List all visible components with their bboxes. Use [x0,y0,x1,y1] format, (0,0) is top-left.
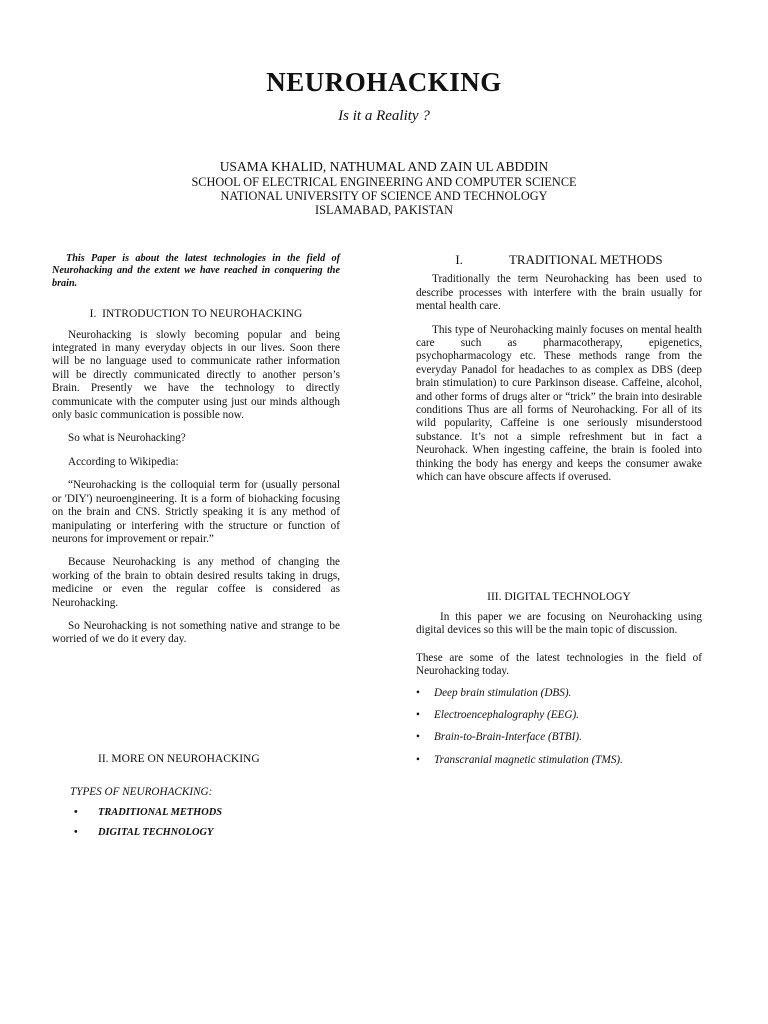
paragraph: Traditionally the term Neurohacking has been used to describe processes with interfere with the brain usually for mental health care. [416,273,702,313]
paragraph: Neurohacking is slowly becoming popular and being integrated in many everyday objects in our lives. Soon there will be no language used to communicate rather information will be directly communicated directly to another person’s Brain. Presently we have the technology to directly communicate with the computer using just our minds although only basic communication is possible now. [52,328,340,422]
types-label: TYPES OF NEUROHACKING: [70,786,213,799]
paragraph: This type of Neurohacking mainly focuses on mental health care such as pharmacotherapy, epigenetics, psychopharmacology etc. These methods range from the everyday Panadol for headaches to as complex as DBS (deep brain stimulation) to cure Parkinson disease. Caffeine, alcohol, and other forms of drugs alter or “trick” the brain into desirable conditions Thus are all forms of Neurohacking. For all of its wild popularity, Caffeine is one seriously misunderstood substance. It’s not a simple refreshment but in fact a Neurohack. When ingesting caffeine, the brain is fooled into thinking the body has energy and keeps the consumer awake which can have obscure affects if overused. [416,323,702,484]
left-column [52,253,340,846]
section-heading-digital: III. DIGITAL TECHNOLOGY [487,590,631,603]
bullet-icon: • [416,731,420,744]
list-item: • TRADITIONAL METHODS [74,806,223,818]
paragraph: These are some of the latest technologies in the field of Neurohacking today. [416,651,702,678]
paragraph: So what is Neurohacking? [68,432,186,445]
paragraph: According to Wikipedia: [68,455,179,468]
abstract: This Paper is about the latest technologies in the field of Neurohacking and the extent we have reached in conquering the brain. [52,253,340,289]
section-heading-more: II. MORE ON NEUROHACKING [98,752,260,765]
bullet-icon: • [416,708,420,721]
paragraph: So Neurohacking is not something native and strange to be worried of we do it every day. [52,619,340,646]
list-item: • Transcranial magnetic stimulation (TMS). [416,753,623,766]
paper-title: NEUROHACKING [266,67,502,97]
section-title-first-letter: I [102,308,106,321]
list-item: • Brain-to-Brain-Interface (BTBI). [416,731,582,744]
paragraph: In this paper we are focusing on Neurohacking using digital devices so this will be the main topic of discussion. [416,610,702,637]
right-column [416,253,702,776]
paper-header [0,66,768,217]
section-number: I. [455,252,463,267]
paper-authors: USAMA KHALID, NATHUMAL AND ZAIN UL ABDDIN [219,159,549,174]
technology-list [416,687,702,768]
affiliation-school: SCHOOL OF ELECTRICAL ENGINEERING AND COMPUTER SCIENCE [191,175,577,189]
bullet-icon: • [416,753,420,766]
paper-subtitle: Is it a Reality ? [338,108,430,124]
list-item: • Electroencephalography (EEG). [416,708,579,721]
wikipedia-quote: “Neurohacking is the colloquial term for (usually personal or 'DIY') neuroengineering. It is a form of biohacking focusing on the brain and CNS. Strictly speaking it is any method of manipulating or interfering with the structure or function of neurons for improvement or repair.” [52,479,340,545]
section-heading-traditional [416,253,702,266]
bullet-icon: • [416,686,420,699]
list-item: • DIGITAL TECHNOLOGY [74,826,214,838]
bullet-icon: • [74,826,78,838]
section-title: TRADITIONAL METHODS [508,252,663,267]
section-heading-introduction [52,308,340,321]
list-item: • Deep brain stimulation (DBS). [416,686,572,699]
paragraph: Because Neurohacking is any method of changing the working of the brain to obtain desired results taking in drugs, medicine or even the regular coffee is considered as Neurohacking. [52,556,340,609]
affiliation-block [0,175,768,217]
affiliation-university: NATIONAL UNIVERSITY OF SCIENCE AND TECHNOLOGY [220,189,548,203]
types-list [74,806,340,840]
bullet-icon: • [74,806,78,818]
section-number: I. [89,308,97,321]
section-title-rest: NTRODUCTION TO NEUROHACKING [105,308,303,321]
affiliation-location: ISLAMABAD, PAKISTAN [315,203,453,217]
